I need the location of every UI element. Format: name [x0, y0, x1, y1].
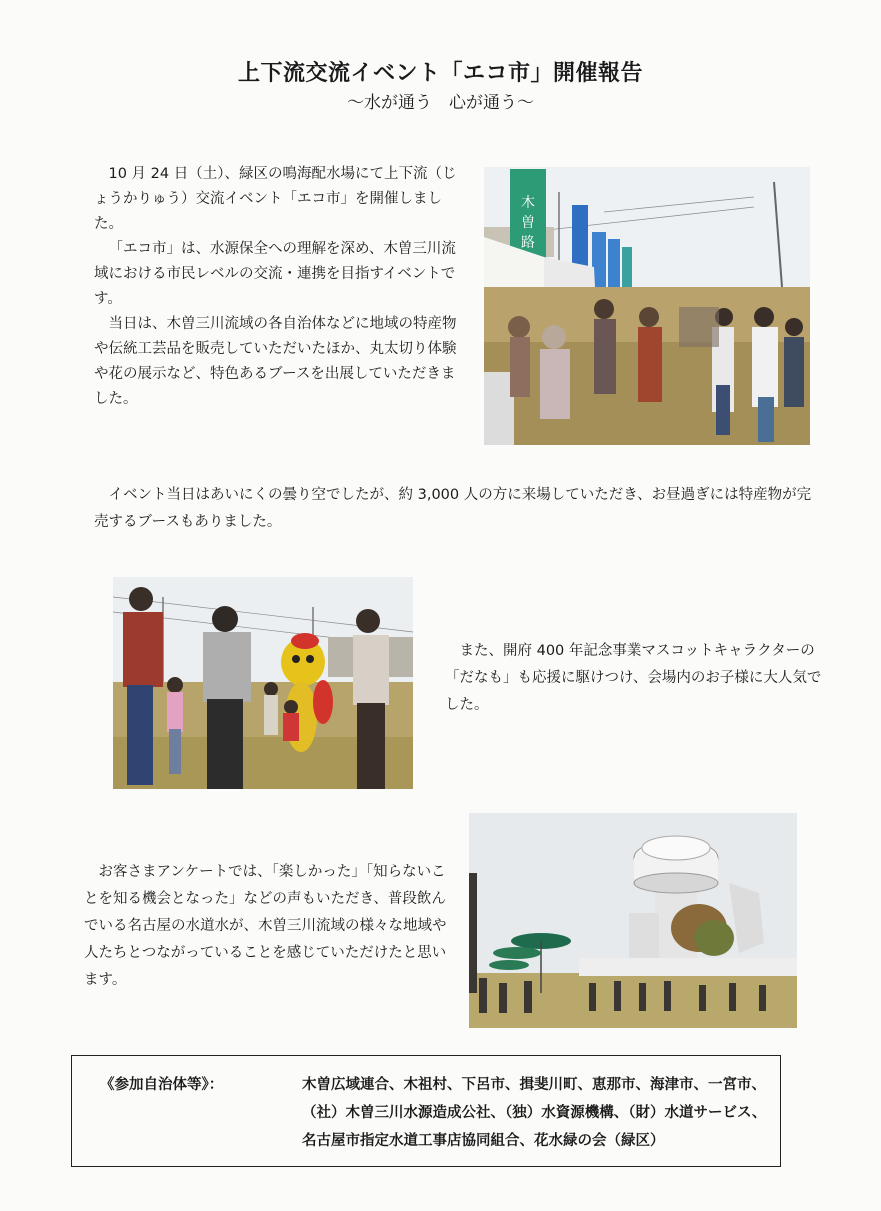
intro-paragraph-2: 「エコ市」は、水源保全への理解を深め、木曽三川流域における市民レベルの交流・連携を目指すイベントです。: [94, 241, 456, 307]
participants-label: 《参加自治体等》：: [100, 1077, 224, 1093]
water-tower-photo: [469, 813, 797, 1028]
participants-line-3: 名古屋市指定水道工事店協同組合、花水緑の会（緑区）: [302, 1133, 665, 1149]
mascot-paragraph: また、開府 400 年記念事業マスコットキャラクターの「だなも」も応援に駆けつけ、会場内のお子様に大人気でした。: [445, 643, 822, 713]
intro-section: [94, 162, 466, 412]
attendance-paragraph: イベント当日はあいにくの曇り空でしたが、約 3,000 人の方に来場していただき、お昼過ぎには特産物が完売するブースもありました。: [94, 487, 812, 530]
mascot-photo: [113, 577, 413, 789]
participants-box: [71, 1055, 781, 1167]
intro-paragraph-1: 10 月 24 日（土）、緑区の鳴海配水場にて上下流（じょうかりゅう）交流イベント「エコ市」を開催しました。: [94, 166, 457, 232]
intro-paragraph-3: 当日は、木曽三川流域の各自治体などに地域の特産物や伝統工芸品を販売していただいたほか、丸太切り体験や花の展示など、特色あるブースを出展していただきました。: [94, 316, 457, 407]
banner-letter: 木: [521, 195, 535, 211]
market-crowd-photo: [484, 167, 810, 445]
participants-line-1: 木曽広域連合、木祖村、下呂市、揖斐川町、恵那市、海津市、一宮市、: [302, 1077, 766, 1093]
participants-line-2: （社）木曽三川水源造成公社、（独）水資源機構、（財）水道サービス、: [302, 1105, 767, 1121]
svg-text:曽: 曽: [521, 215, 535, 231]
svg-text:路: 路: [521, 235, 535, 251]
page-subtitle: ～水が通う 心が通う～: [347, 93, 534, 113]
page-title: 上下流交流イベント「エコ市」開催報告: [237, 61, 643, 86]
survey-paragraph: お客さまアンケートでは、「楽しかった」「知らないことを知る機会となった」などの声もいただき、普段飲んでいる名古屋の水道水が、木曽三川流域の様々な地域や人たちとつながっていることを感じていただけたと思います。: [84, 864, 447, 988]
